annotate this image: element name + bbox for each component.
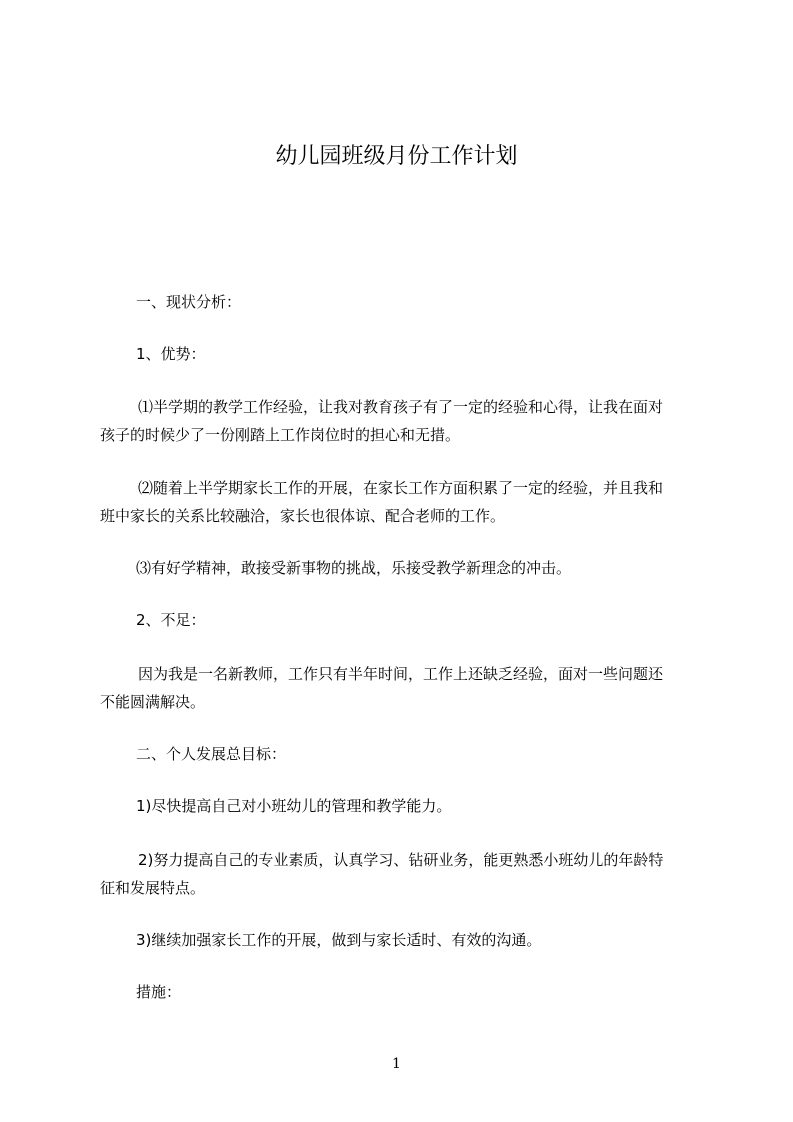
paragraph-line: 因为我是一名新教师，工作只有半年时间，工作上还缺乏经验，面对一些问题还 xyxy=(138,665,664,683)
paragraph-line: 3)继续加强家长工作的开展，做到与家长适时、有效的沟通。 xyxy=(136,931,542,949)
paragraph-line: 1)尽快提高自己对小班幼儿的管理和教学能力。 xyxy=(136,797,452,815)
page-number: 1 xyxy=(392,1056,401,1072)
subheading-strengths: 1、优势： xyxy=(136,345,206,363)
section-heading-status: 一、现状分析： xyxy=(136,293,242,311)
paragraph-line: ⑶有好学精神，敢接受新事物的挑战，乐接受教学新理念的冲击。 xyxy=(136,559,572,577)
paragraph-line: 2)努力提高自己的专业素质，认真学习、钻研业务，能更熟悉小班幼儿的年龄特 xyxy=(138,851,664,869)
paragraph-line: ⑴半学期的教学工作经验，让我对教育孩子有了一定的经验和心得，让我在面对 xyxy=(138,398,664,416)
subheading-weaknesses: 2、不足： xyxy=(136,611,206,629)
paragraph-line: 孩子的时候少了一份刚踏上工作岗位时的担心和无措。 xyxy=(100,426,461,444)
subheading-measures: 措施： xyxy=(136,983,182,1001)
paragraph-line: ⑵随着上半学期家长工作的开展，在家长工作方面积累了一定的经验，并且我和 xyxy=(138,479,664,497)
paragraph-line: 班中家长的关系比较融洽，家长也很体谅、配合老师的工作。 xyxy=(100,507,506,525)
section-heading-goals: 二、个人发展总目标： xyxy=(136,745,287,763)
paragraph-line: 征和发展特点。 xyxy=(100,879,206,897)
paragraph-line: 不能圆满解决。 xyxy=(100,693,206,711)
document-title: 幼儿园班级月份工作计划 xyxy=(275,144,518,169)
